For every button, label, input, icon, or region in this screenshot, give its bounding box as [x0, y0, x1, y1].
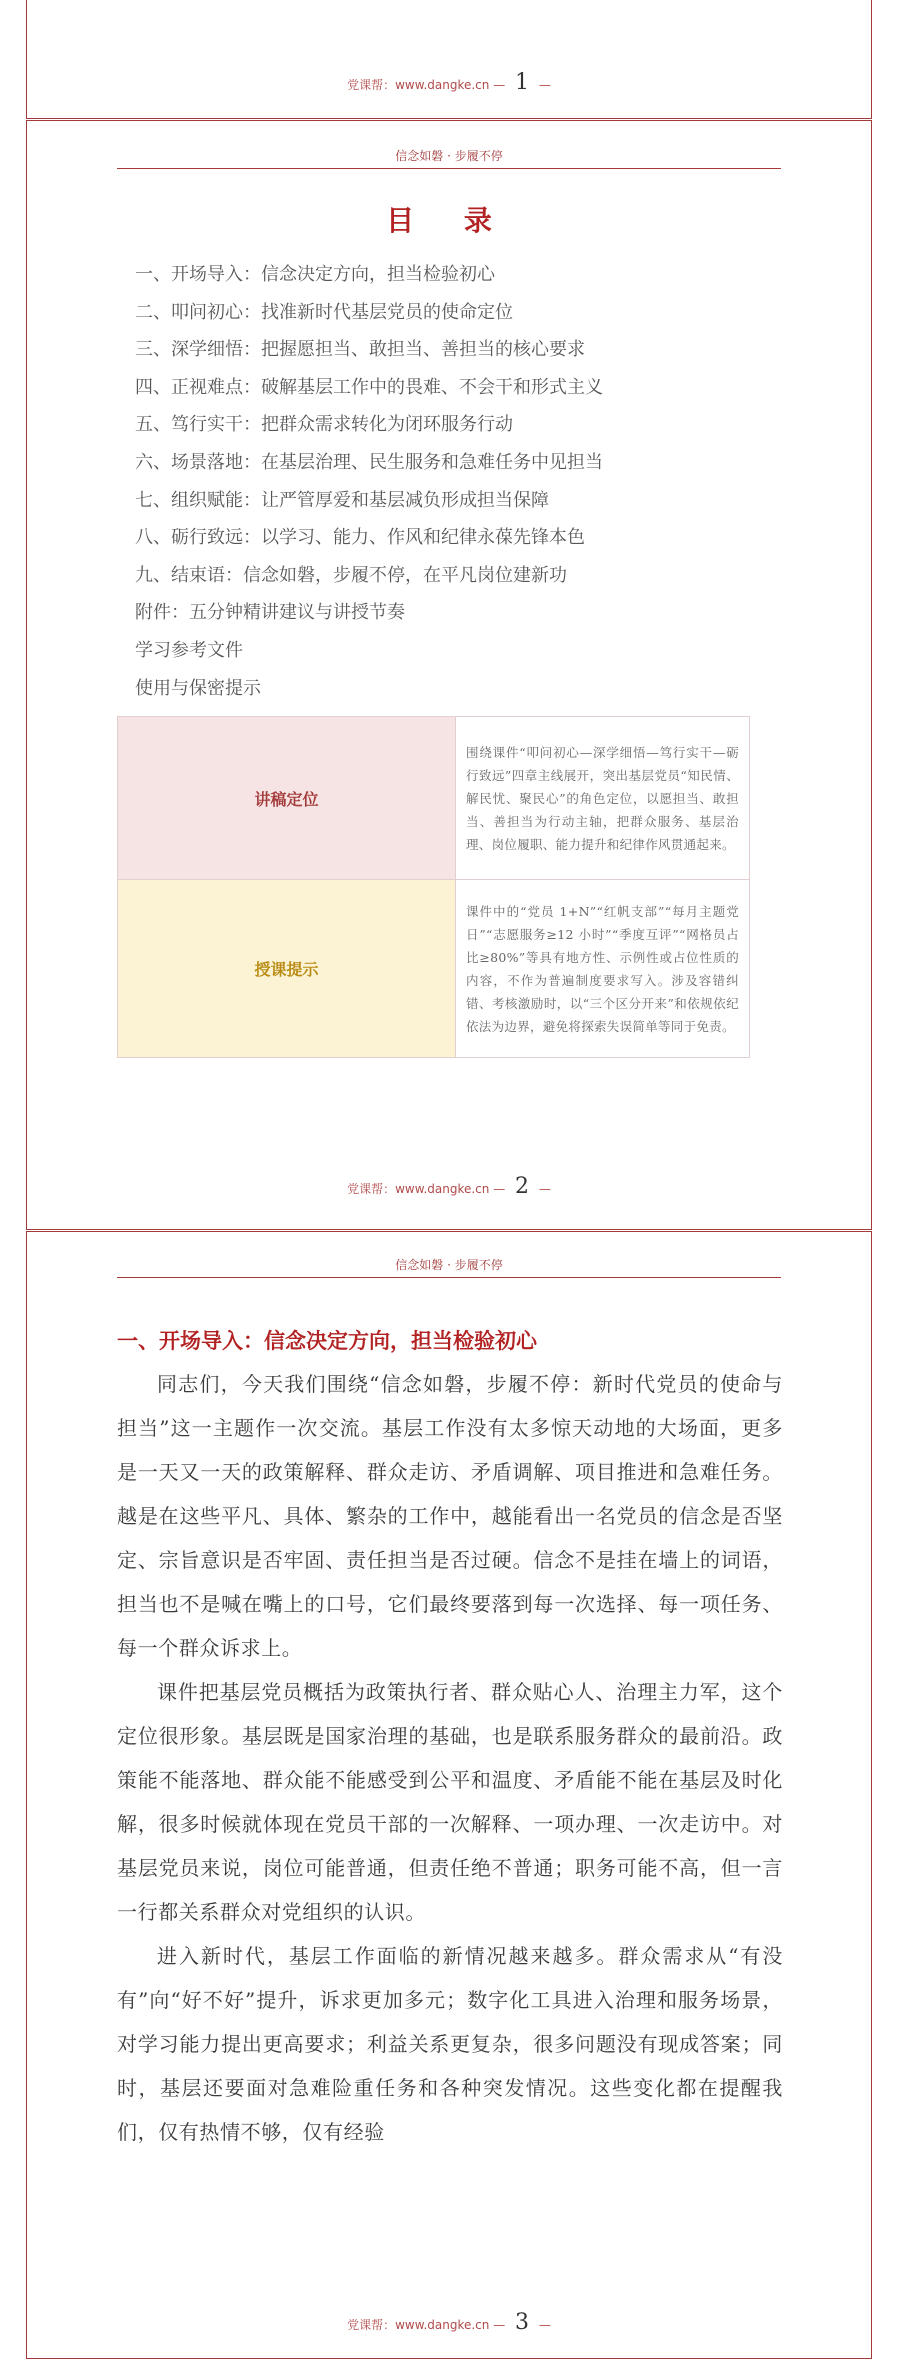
toc-item[interactable]: 附件：五分钟精讲建议与讲授节奏 — [135, 602, 405, 624]
note-value: 围绕课件“叩问初心—深学细悟—笃行实干—砺行致远”四章主线展开，突出基层党员“知民情、解民忧、聚民心”的角色定位，以愿担当、敢担当、善担当为行动主轴，把群众服务、基层治理、岗位履职、能力提升和纪律作风贯通起来。 — [456, 717, 750, 880]
footer-site: 党课帮：www.dangke.cn — [347, 78, 490, 92]
toc-item[interactable]: 六、场景落地：在基层治理、民生服务和急难任务中见担当 — [135, 451, 603, 473]
toc-item[interactable]: 九、结束语：信念如磐，步履不停，在平凡岗位建新功 — [135, 564, 567, 586]
toc-item[interactable]: 使用与保密提示 — [135, 677, 261, 699]
toc-item[interactable]: 学习参考文件 — [135, 639, 243, 661]
footer-site: 党课帮：www.dangke.cn — [347, 2318, 490, 2332]
footer-site: 党课帮：www.dangke.cn — [347, 1182, 490, 1196]
running-header: 信念如磐 · 步履不停 — [117, 147, 781, 169]
notes-table — [117, 716, 750, 1058]
section-title: 一、开场导入：信念决定方向，担当检验初心 — [117, 1329, 537, 1353]
page-3 — [26, 1231, 872, 2359]
paragraph: 进入新时代，基层工作面临的新情况越来越多。群众需求从“有没有”向“好不好”提升，诉求更加多元；数字化工具进入治理和服务场景，对学习能力提出更高要求；利益关系更复杂，很多问题没有现成答案；同时，基层还要面对急难险重任务和各种突发情况。这些变化都在提醒我们，仅有热情不够，仅有经验 — [117, 1944, 783, 2144]
page-footer: 党课帮：www.dangke.cn — 2 — — [347, 1174, 551, 1199]
paragraph: 课件把基层党员概括为政策执行者、群众贴心人、治理主力军，这个定位很形象。基层既是国家治理的基础，也是联系服务群众的最前沿。政策能不能落地、群众能不能感受到公平和温度、矛盾能不能在基层及时化解，很多时候就体现在党员干部的一次解释、一项办理、一次走访中。对基层党员来说，岗位可能普通，但责任绝不普通；职务可能不高，但一言一行都关系群众对党组织的认识。 — [117, 1680, 783, 1924]
toc-item[interactable]: 三、深学细悟：把握愿担当、敢担当、善担当的核心要求 — [135, 339, 585, 361]
note-value: 课件中的“党员 1+N”“红帆支部”“每月主题党日”“志愿服务≥12 小时”“季度互评”“网格员占比≥80%”等具有地方性、示例性或占位性质的内容，不作为普遍制度要求写入。涉及容错纠错、考核激励时，以“三个区分开来”和依规依纪依法为边界，避免将探索失误简单等同于免责。 — [456, 880, 750, 1058]
page-number: 1 — [515, 70, 530, 95]
note-key: 授课提示 — [118, 880, 456, 1058]
toc-item[interactable]: 四、正视难点：破解基层工作中的畏难、不会干和形式主义 — [135, 376, 603, 398]
toc-item[interactable]: 一、开场导入：信念决定方向，担当检验初心 — [135, 264, 495, 285]
body-text — [117, 1362, 783, 2154]
toc-item[interactable]: 八、砺行致远：以学习、能力、作风和纪律永葆先锋本色 — [135, 527, 585, 549]
page-1 — [26, 0, 872, 119]
table-row — [118, 717, 750, 880]
page-number: 3 — [515, 2310, 530, 2335]
toc-title: 目 录 — [386, 204, 512, 237]
running-header: 信念如磐 · 步履不停 — [117, 1256, 781, 1278]
toc-item[interactable]: 五、笃行实干：把群众需求转化为闭环服务行动 — [135, 414, 513, 436]
note-key: 讲稿定位 — [118, 717, 456, 880]
table-of-contents — [135, 256, 775, 707]
page-2 — [26, 120, 872, 1230]
page-number: 2 — [515, 1174, 530, 1199]
toc-item[interactable]: 二、叩问初心：找准新时代基层党员的使命定位 — [135, 301, 513, 323]
paragraph: 同志们，今天我们围绕“信念如磐，步履不停：新时代党员的使命与担当”这一主题作一次交流。基层工作没有太多惊天动地的大场面，更多是一天又一天的政策解释、群众走访、矛盾调解、项目推进和急难任务。越是在这些平凡、具体、繁杂的工作中，越能看出一名党员的信念是否坚定、宗旨意识是否牢固、责任担当是否过硬。信念不是挂在墙上的词语，担当也不是喊在嘴上的口号，它们最终要落到每一次选择、每一项任务、每一个群众诉求上。 — [117, 1372, 783, 1660]
page-footer: 党课帮：www.dangke.cn — 1 — — [347, 70, 551, 95]
page-footer: 党课帮：www.dangke.cn — 3 — — [347, 2310, 551, 2335]
toc-item[interactable]: 七、组织赋能：让严管厚爱和基层减负形成担当保障 — [135, 489, 549, 511]
table-row — [118, 880, 750, 1058]
